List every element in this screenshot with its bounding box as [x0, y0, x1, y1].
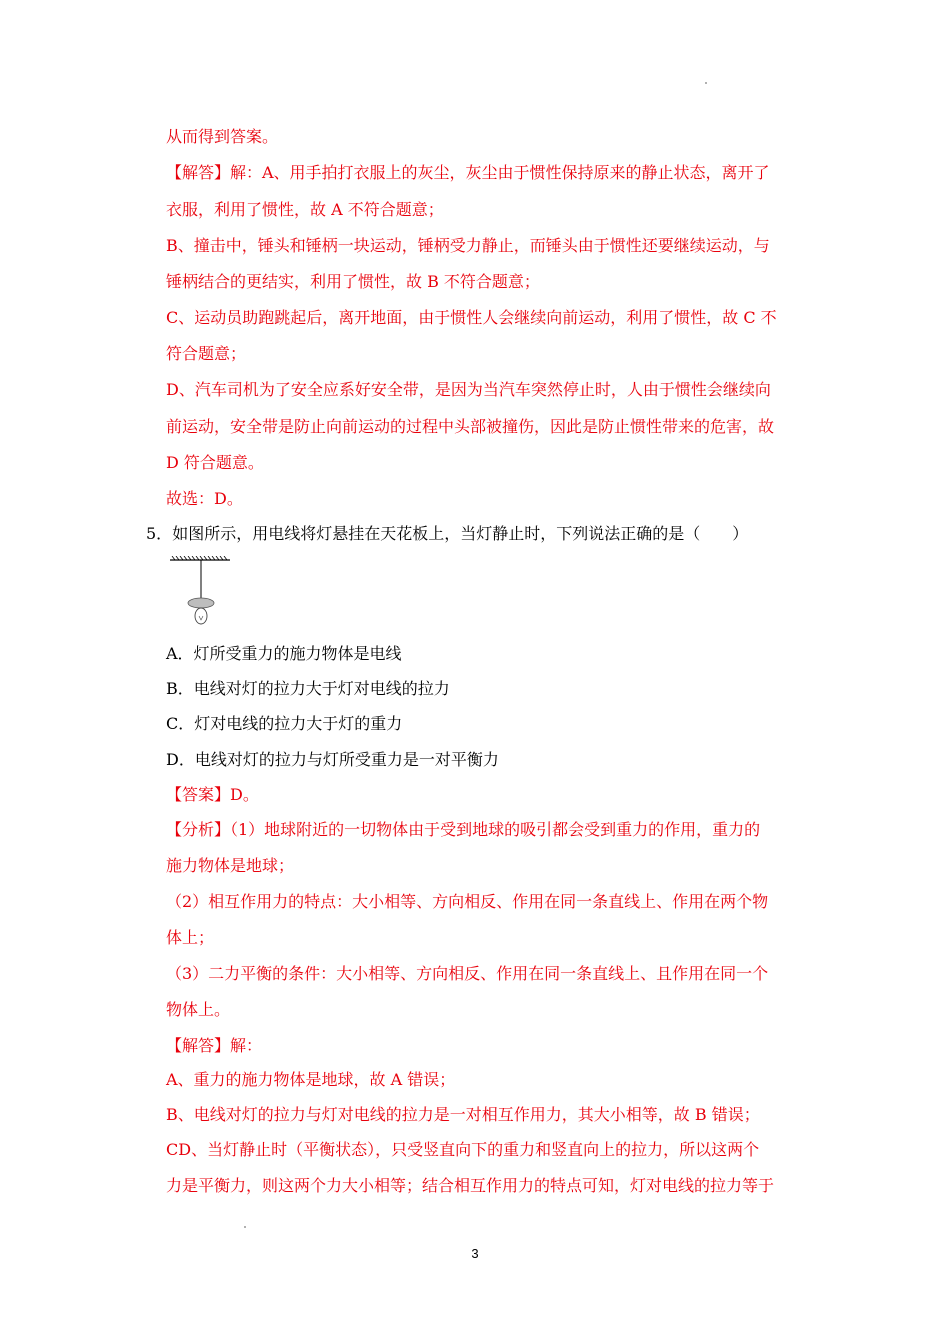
option-c: C．灯对电线的拉力大于灯的重力 — [166, 714, 403, 733]
solution-line: A、重力的施力物体是地球，故 A 错误； — [166, 1070, 456, 1089]
analysis-line: 物体上。 — [166, 1000, 231, 1019]
solution-line: B、电线对灯的拉力与灯对电线的拉力是一对相互作用力，其大小相等，故 B 错误； — [166, 1105, 760, 1124]
question-stem: 如图所示，用电线将灯悬挂在天花板上，当灯静止时，下列说法正确的是（ ） — [172, 524, 749, 543]
text-line: C、运动员助跑跳起后，离开地面，由于惯性人会继续向前运动，利用了惯性，故 C 不 — [166, 308, 777, 327]
question-number: 5． — [146, 524, 173, 543]
text-line: 从而得到答案。 — [166, 127, 279, 146]
solution-line: 力是平衡力，则这两个力大小相等；结合相互作用力的特点可知，灯对电线的拉力等于 — [166, 1176, 775, 1195]
text-line: 【解答】解：A、用手拍打衣服上的灰尘，灰尘由于惯性保持原来的静止状态，离开了 — [166, 163, 770, 182]
text-line: 锤柄结合的更结实，利用了惯性，故 B 不符合题意； — [166, 272, 540, 291]
text-line: B、撞击中，锤头和锤柄一块运动，锤柄受力静止，而锤头由于惯性还要继续运动，与 — [166, 236, 770, 255]
analysis-line: 【分析】（1）地球附近的一切物体由于受到地球的吸引都会受到重力的作用，重力的 — [166, 820, 761, 839]
solution-line: 【解答】解： — [166, 1036, 263, 1055]
analysis-line: （3）二力平衡的条件：大小相等、方向相反、作用在同一条直线上、且作用在同一个 — [166, 964, 769, 983]
option-d: D．电线对灯的拉力与灯所受重力是一对平衡力 — [166, 750, 499, 769]
text-line: D、汽车司机为了安全应系好安全带，是因为当汽车突然停止时，人由于惯性会继续向 — [166, 380, 771, 399]
solution-line: CD、当灯静止时（平衡状态），只受竖直向下的重力和竖直向上的拉力，所以这两个 — [166, 1140, 760, 1159]
scan-dot — [244, 1226, 246, 1228]
text-line: 符合题意； — [166, 344, 247, 363]
scan-dot — [705, 82, 707, 84]
answer-line: 【答案】D。 — [166, 785, 259, 804]
option-a: A．灯所受重力的施力物体是电线 — [166, 644, 402, 663]
text-line: 故选：D。 — [166, 489, 243, 508]
analysis-line: 体上； — [166, 928, 215, 947]
option-b: B．电线对灯的拉力大于灯对电线的拉力 — [166, 679, 450, 698]
page-number: 3 — [471, 1246, 479, 1261]
question-5 — [146, 523, 786, 545]
analysis-line: 施力物体是地球； — [166, 856, 295, 875]
text-line: 衣服，利用了惯性，故 A 不符合题意； — [166, 200, 444, 219]
text-line: D 符合题意。 — [166, 453, 264, 472]
hanging-lamp-figure — [166, 556, 236, 632]
text-line: 前运动，安全带是防止向前运动的过程中头部被撞伤，因此是防止惯性带来的危害，故 — [166, 417, 775, 436]
analysis-line: （2）相互作用力的特点：大小相等、方向相反、作用在同一条直线上、作用在两个物 — [166, 892, 769, 911]
